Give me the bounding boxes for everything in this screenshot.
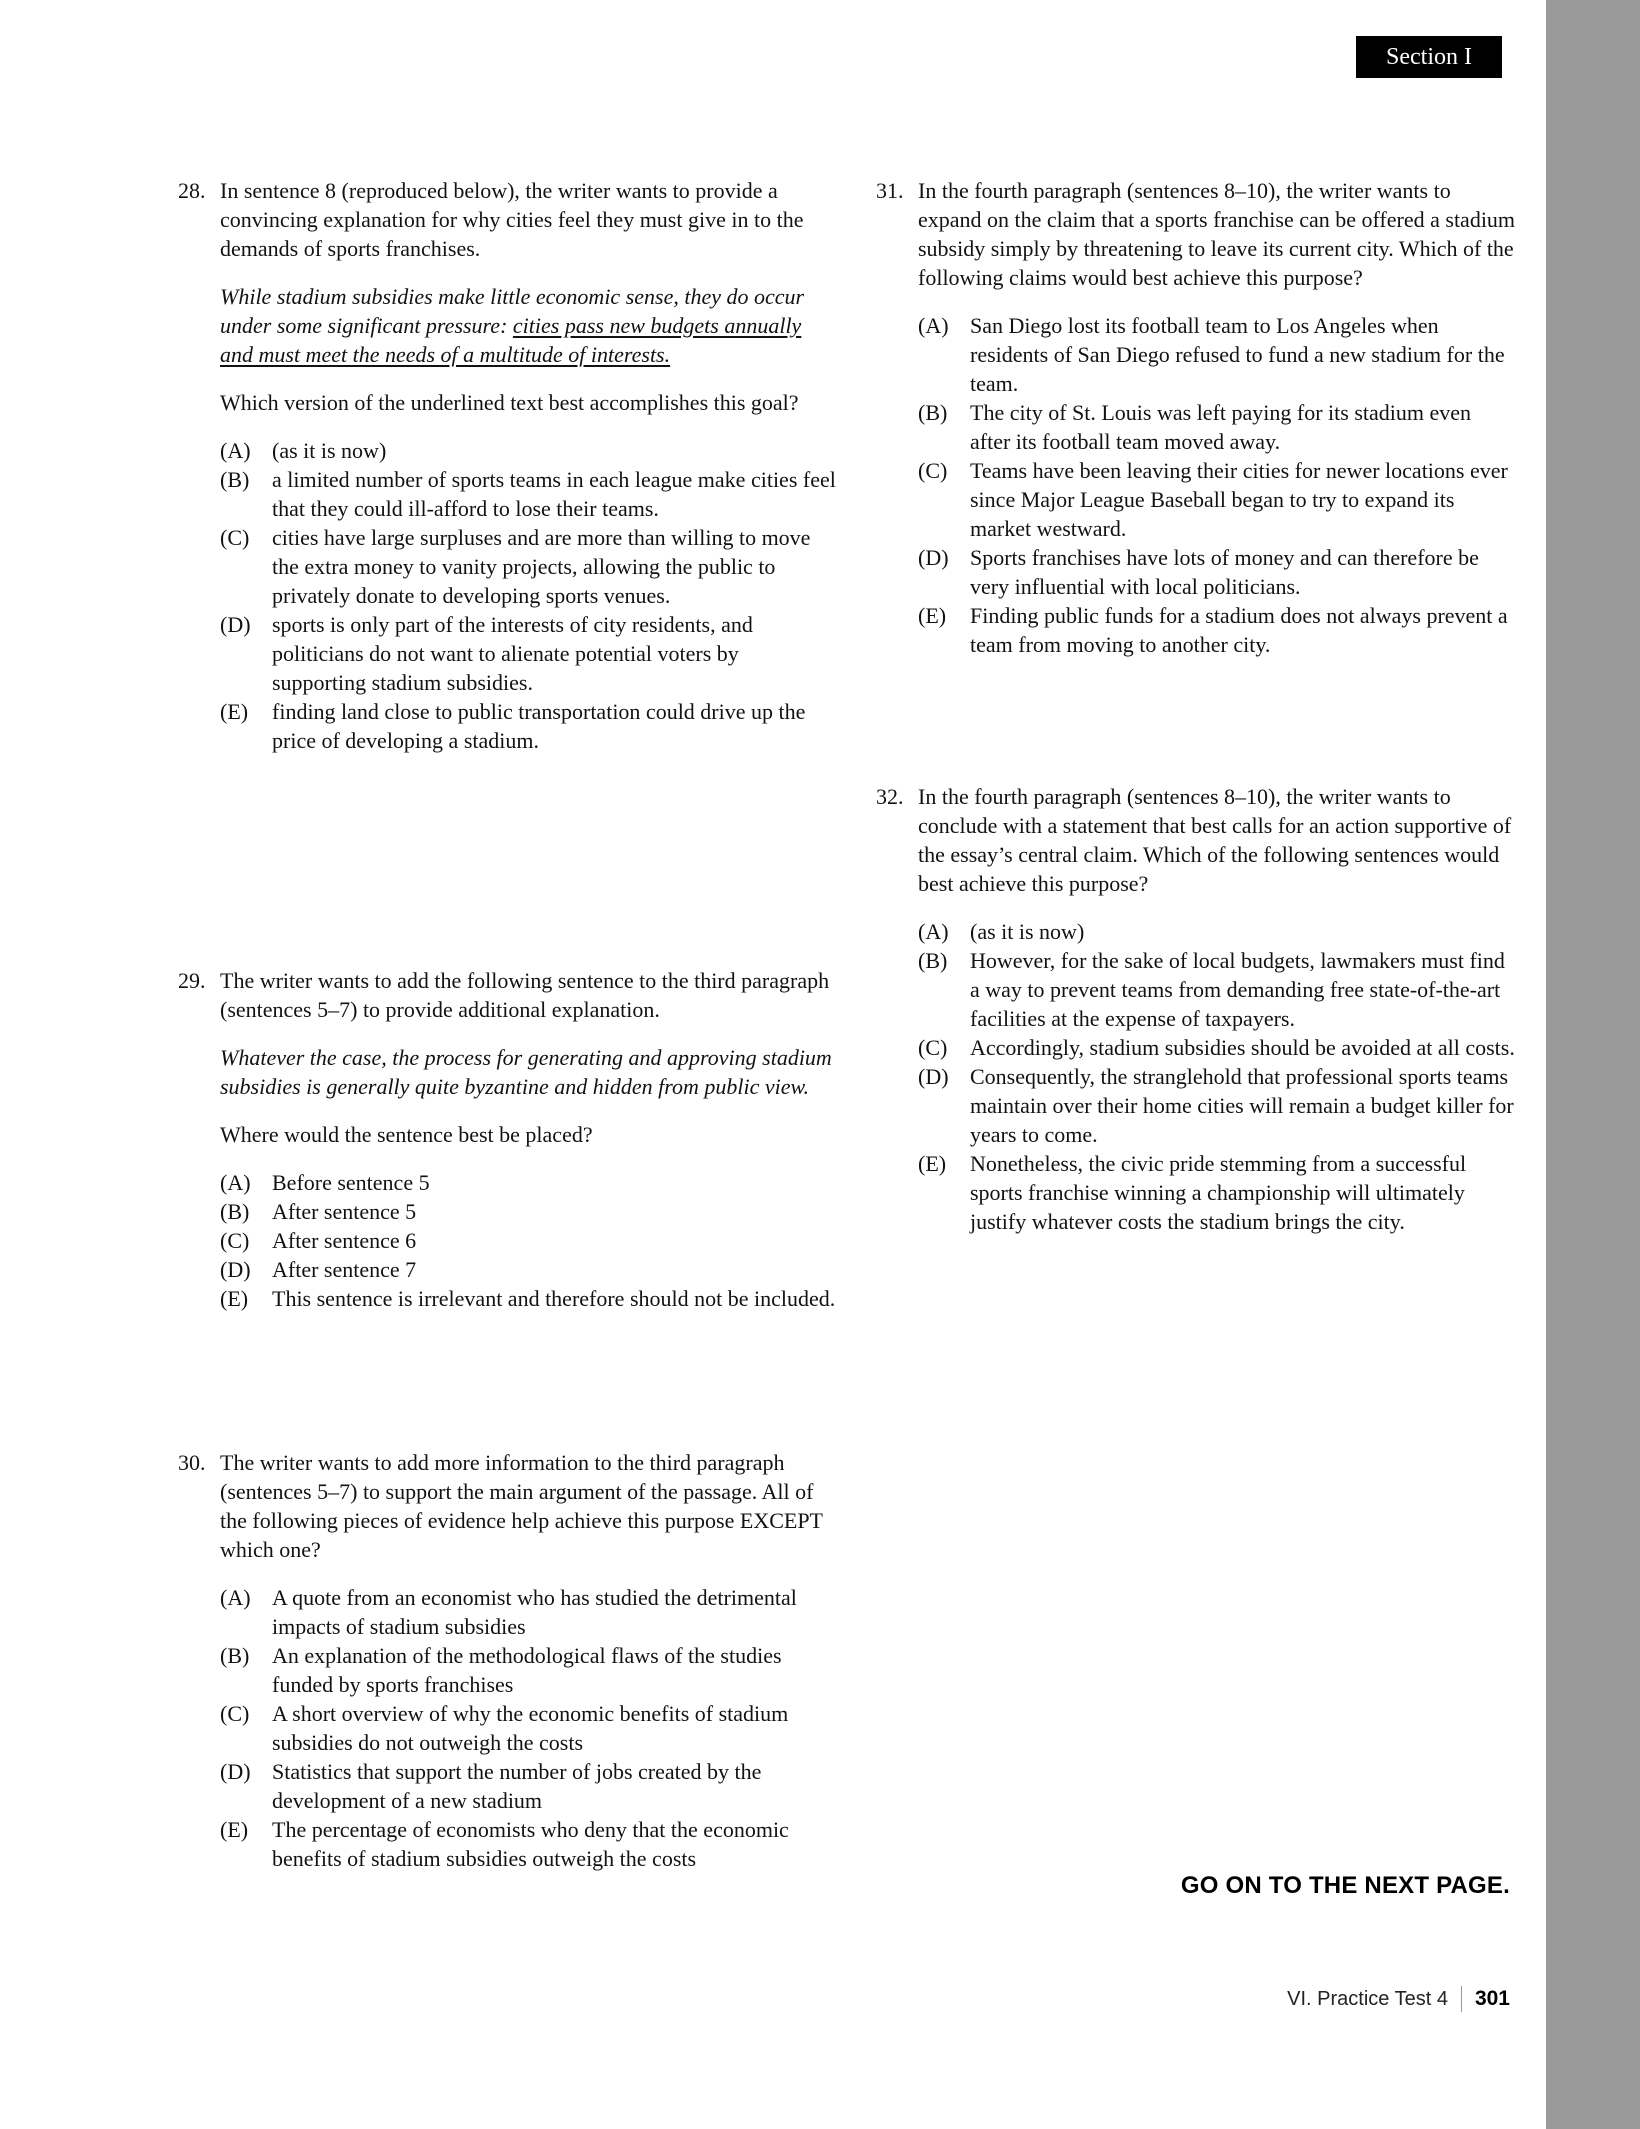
option-c — [918, 1033, 1516, 1062]
option-e — [220, 1284, 838, 1313]
options-list — [220, 1583, 838, 1873]
question-number: 29. — [178, 968, 206, 993]
option-letter: (A) — [918, 919, 949, 944]
option-letter: (B) — [918, 400, 948, 425]
question-number: 28. — [178, 178, 206, 203]
question-stem-2: Which version of the underlined text best accomplishes this goal? — [220, 390, 799, 415]
question-28 — [178, 176, 838, 755]
question-31 — [876, 176, 1516, 659]
option-a — [918, 311, 1516, 398]
option-text: After sentence 7 — [272, 1257, 417, 1282]
option-letter: (E) — [918, 603, 947, 628]
question-number: 30. — [178, 1450, 206, 1475]
question-stem: In the fourth paragraph (sentences 8–10), the writer wants to expand on the claim that a sports franchise can be offered a stadium subsidy simply by threatening to leave its current city. Which of the following claims would best achieve this purpose? — [918, 178, 1516, 290]
option-letter: (A) — [918, 313, 949, 338]
option-text: (as it is now) — [970, 919, 1085, 944]
option-e — [918, 1149, 1516, 1236]
question-stem: The writer wants to add more information to the third paragraph (sentences 5–7) to support the main argument of the passage. All of the following pieces of evidence help achieve this purpose EXCEPT which one? — [220, 1450, 823, 1562]
footer-divider — [1461, 1986, 1462, 2012]
option-letter: (B) — [220, 1643, 250, 1668]
option-letter: (C) — [220, 1701, 250, 1726]
question-number: 32. — [876, 784, 904, 809]
option-text: An explanation of the methodological flaws of the studies funded by sports franchises — [272, 1643, 782, 1697]
question-body — [918, 176, 1516, 659]
option-b — [220, 1197, 838, 1226]
option-text: finding land close to public transportation could drive up the price of developing a stadium. — [272, 699, 806, 753]
go-on-instruction: GO ON TO THE NEXT PAGE. — [1180, 1872, 1510, 1899]
question-body — [220, 1448, 838, 1873]
option-text: Sports franchises have lots of money and can therefore be very influential with local politicians. — [970, 545, 1479, 599]
question-quote — [220, 282, 838, 369]
footer-page-number: 301 — [1474, 1987, 1510, 2010]
option-letter: (B) — [220, 1199, 250, 1224]
option-text: Consequently, the stranglehold that professional sports teams maintain over their home cities will remain a budget killer for years to come. — [970, 1064, 1514, 1147]
section-header-box — [1356, 36, 1502, 78]
option-letter: (B) — [918, 948, 948, 973]
quote-regular-text: While stadium subsidies make little economic sense, they do occur under some significant pressure: — [220, 284, 805, 338]
question-number: 31. — [876, 178, 904, 203]
question-stem: The writer wants to add the following sentence to the third paragraph (sentences 5–7) to provide additional explanation. — [220, 968, 830, 1022]
option-text: After sentence 5 — [272, 1199, 417, 1224]
section-label: Section I — [1386, 43, 1472, 70]
option-text: Finding public funds for a stadium does not always prevent a team from moving to another city. — [970, 603, 1508, 657]
option-letter: (E) — [220, 699, 249, 724]
option-text: Before sentence 5 — [272, 1170, 430, 1195]
option-c — [220, 1226, 838, 1255]
option-letter: (C) — [918, 458, 948, 483]
options-list — [918, 311, 1516, 659]
option-letter: (E) — [220, 1817, 249, 1842]
option-e — [220, 1815, 838, 1873]
option-text: cities have large surpluses and are more than willing to move the extra money to vanity projects, allowing the public to privately donate to developing sports venues. — [272, 525, 811, 608]
option-d — [220, 1255, 838, 1284]
option-c — [918, 456, 1516, 543]
option-letter: (B) — [220, 467, 250, 492]
footer-section-label: VI. Practice Test 4 — [1287, 1987, 1448, 2010]
option-d — [220, 610, 838, 697]
page-footer — [876, 1986, 1510, 2012]
option-d — [918, 1062, 1516, 1149]
question-quote: Whatever the case, the process for generating and approving stadium subsidies is generally quite byzantine and hidden from public view. — [220, 1045, 832, 1099]
option-letter: (D) — [918, 1064, 949, 1089]
option-c — [220, 523, 838, 610]
option-c — [220, 1699, 838, 1757]
option-letter: (E) — [220, 1286, 249, 1311]
option-letter: (A) — [220, 1585, 251, 1610]
option-text: (as it is now) — [272, 438, 387, 463]
option-e — [220, 697, 838, 755]
question-32 — [876, 782, 1516, 1236]
option-a — [220, 1168, 838, 1197]
option-letter: (D) — [918, 545, 949, 570]
option-d — [918, 543, 1516, 601]
option-letter: (D) — [220, 1257, 251, 1282]
option-a — [918, 917, 1516, 946]
option-letter: (C) — [918, 1035, 948, 1060]
option-text: The city of St. Louis was left paying for its stadium even after its football team moved away. — [970, 400, 1472, 454]
question-body — [220, 176, 838, 755]
option-text: a limited number of sports teams in each league make cities feel that they could ill-afford to lose their teams. — [272, 467, 836, 521]
question-stem: In sentence 8 (reproduced below), the writer wants to provide a convincing explanation for why cities feel they must give in to the demands of sports franchises. — [220, 178, 804, 261]
option-letter: (A) — [220, 1170, 251, 1195]
question-body — [220, 966, 838, 1313]
options-list — [220, 1168, 838, 1313]
quote-underlined-text: cities pass new budgets annually and must meet the needs of a multitude of interests. — [220, 313, 802, 367]
question-body — [918, 782, 1516, 1236]
option-text: Nonetheless, the civic pride stemming from a successful sports franchise winning a championship will ultimately justify whatever costs the stadium brings the city. — [970, 1151, 1467, 1234]
option-text: Statistics that support the number of jobs created by the development of a new stadium — [272, 1759, 762, 1813]
option-b — [220, 1641, 838, 1699]
options-list — [918, 917, 1516, 1236]
option-a — [220, 436, 838, 465]
option-letter: (A) — [220, 438, 251, 463]
question-stem: In the fourth paragraph (sentences 8–10), the writer wants to conclude with a statement that best calls for an action supportive of the essay’s central claim. Which of the following sentences would best achieve this purpose? — [918, 784, 1512, 896]
option-d — [220, 1757, 838, 1815]
option-a — [220, 1583, 838, 1641]
option-text: However, for the sake of local budgets, lawmakers must find a way to prevent teams from demanding free state-of-the-art facilities at the expense of taxpayers. — [970, 948, 1505, 1031]
option-text: sports is only part of the interests of city residents, and politicians do not want to alienate potential voters by supporting stadium subsidies. — [272, 612, 753, 695]
option-b — [220, 465, 838, 523]
option-e — [918, 601, 1516, 659]
option-text: A short overview of why the economic benefits of stadium subsidies do not outweigh the costs — [272, 1701, 789, 1755]
option-b — [918, 946, 1516, 1033]
option-letter: (D) — [220, 612, 251, 637]
page-edge-strip — [1546, 0, 1640, 2129]
option-text: After sentence 6 — [272, 1228, 417, 1253]
question-29 — [178, 966, 838, 1313]
option-text: This sentence is irrelevant and therefore should not be included. — [272, 1286, 836, 1311]
option-text: The percentage of economists who deny that the economic benefits of stadium subsidies outweigh the costs — [272, 1817, 789, 1871]
option-letter: (D) — [220, 1759, 251, 1784]
options-list — [220, 436, 838, 755]
option-text: A quote from an economist who has studied the detrimental impacts of stadium subsidies — [272, 1585, 797, 1639]
option-text: Accordingly, stadium subsidies should be avoided at all costs. — [970, 1035, 1515, 1060]
option-letter: (C) — [220, 525, 250, 550]
question-stem-2: Where would the sentence best be placed? — [220, 1122, 593, 1147]
option-b — [918, 398, 1516, 456]
option-letter: (C) — [220, 1228, 250, 1253]
option-text: San Diego lost its football team to Los Angeles when residents of San Diego refused to fund a new stadium for the team. — [970, 313, 1505, 396]
option-letter: (E) — [918, 1151, 947, 1176]
option-text: Teams have been leaving their cities for newer locations ever since Major League Baseball began to try to expand its market westward. — [970, 458, 1508, 541]
question-30 — [178, 1448, 838, 1873]
